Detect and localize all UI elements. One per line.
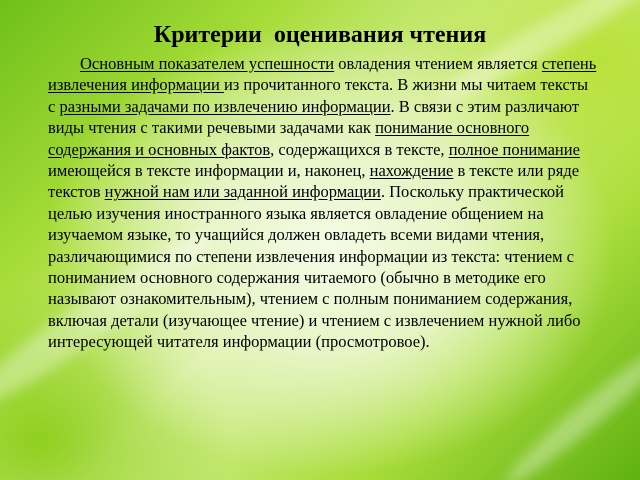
light-streak-decoration (497, 332, 640, 480)
underlined-term: степень извлечения информации (48, 54, 597, 95)
text-segment: из прочитанного текста. В жизни мы читаем тексты с (48, 75, 589, 116)
slide-title: Критерии оценивания чтения (153, 22, 487, 48)
underlined-term: нужной нам или заданной информации (104, 182, 381, 202)
underlined-term: полное понимание (448, 139, 580, 159)
text-segment: имеющейся в тексте информации и, наконец, (48, 161, 370, 181)
text-segment: . Поскольку практической целью изучения иностранного языка является овладение общением на изучаемом языке, то учащийся должен овладеть всеми видами чтения, различающимися по степени извлечения информации из текста: чтением с пониманием основного содержания читаемого (обычно в методике его называют ознакомительным), чтением с полным пониманием содержания, включая детали (изучающее чтение) и чтением с извлечением нужной либо интересующей читателя информации (просмотровое). (48, 182, 581, 352)
underlined-term: понимание основного содержания и основных фактов (48, 118, 530, 159)
body-paragraph (48, 53, 598, 353)
text-segment: , содержащихся в тексте, (270, 139, 449, 159)
underlined-term: разными задачами по извлечению информации (59, 96, 391, 116)
underlined-term: Основным показателем успешности (80, 54, 335, 73)
underlined-term: нахождение (369, 161, 454, 181)
text-segment: . В связи с этим различают виды чтения с такими речевыми задачами как (48, 96, 580, 138)
text-segment: овладения чтением является (334, 54, 542, 73)
text-segment: в тексте или ряде текстов (48, 161, 580, 202)
